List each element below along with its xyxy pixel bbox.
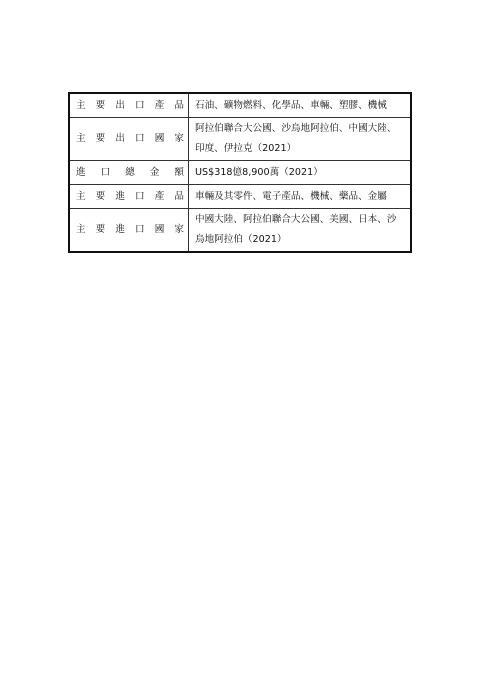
table-row — [69, 209, 411, 253]
label-char: 進 — [115, 190, 125, 202]
label-char: 出 — [115, 99, 125, 111]
label-char: 主 — [76, 99, 86, 111]
label-char: 主 — [76, 190, 86, 202]
table-row — [69, 185, 411, 209]
label-char: 產 — [154, 190, 165, 202]
label-char: 要 — [95, 133, 106, 144]
label-char: 出 — [115, 133, 125, 144]
label-char: 口 — [135, 133, 145, 144]
row-label — [76, 187, 184, 207]
label-char: 口 — [135, 224, 145, 235]
label-char: 口 — [135, 99, 145, 111]
row-value-cell — [189, 118, 412, 161]
row-label-cell — [69, 118, 189, 161]
label-char: 總 — [125, 166, 135, 178]
label-char: 品 — [174, 190, 184, 202]
row-value: 阿拉伯聯合大公國、沙烏地阿拉伯、中國大陸、印度、伊拉克（2021） — [195, 123, 397, 154]
label-char: 主 — [76, 224, 86, 235]
label-char: 國 — [154, 224, 165, 235]
label-char: 家 — [174, 224, 184, 235]
label-char: 額 — [174, 166, 184, 178]
row-label — [76, 129, 184, 149]
row-value-cell — [189, 161, 412, 185]
label-char: 主 — [76, 133, 86, 144]
row-label — [76, 220, 184, 240]
label-char: 國 — [154, 133, 165, 144]
label-char: 口 — [135, 190, 145, 202]
label-char: 家 — [174, 133, 184, 144]
row-value: 車輛及其零件、電子產品、機械、藥品、金屬 — [195, 190, 387, 202]
trade-info-table — [68, 92, 412, 253]
row-label-cell — [69, 93, 189, 118]
row-label — [76, 163, 184, 183]
table-row — [69, 161, 411, 185]
label-char: 進 — [76, 166, 86, 178]
label-char: 口 — [100, 166, 111, 178]
label-char: 要 — [95, 99, 106, 111]
row-value-cell — [189, 209, 412, 253]
label-char: 進 — [115, 224, 125, 235]
table-row — [69, 93, 411, 118]
label-char: 金 — [149, 166, 160, 178]
table-row — [69, 118, 411, 161]
row-value-cell — [189, 93, 412, 118]
row-label-cell — [69, 161, 189, 185]
row-value-cell — [189, 185, 412, 209]
row-value: US$318億8,900萬（2021） — [195, 166, 323, 178]
row-value: 中國大陸、阿拉伯聯合大公國、美國、日本、沙烏地阿拉伯（2021） — [195, 214, 397, 245]
label-char: 產 — [154, 99, 165, 111]
row-label — [76, 96, 184, 116]
row-label-cell — [69, 185, 189, 209]
label-char: 要 — [95, 224, 106, 235]
row-label-cell — [69, 209, 189, 253]
label-char: 品 — [174, 99, 184, 111]
row-value: 石油、礦物燃料、化學品、車輛、塑膠、機械 — [195, 99, 387, 111]
label-char: 要 — [95, 190, 106, 202]
